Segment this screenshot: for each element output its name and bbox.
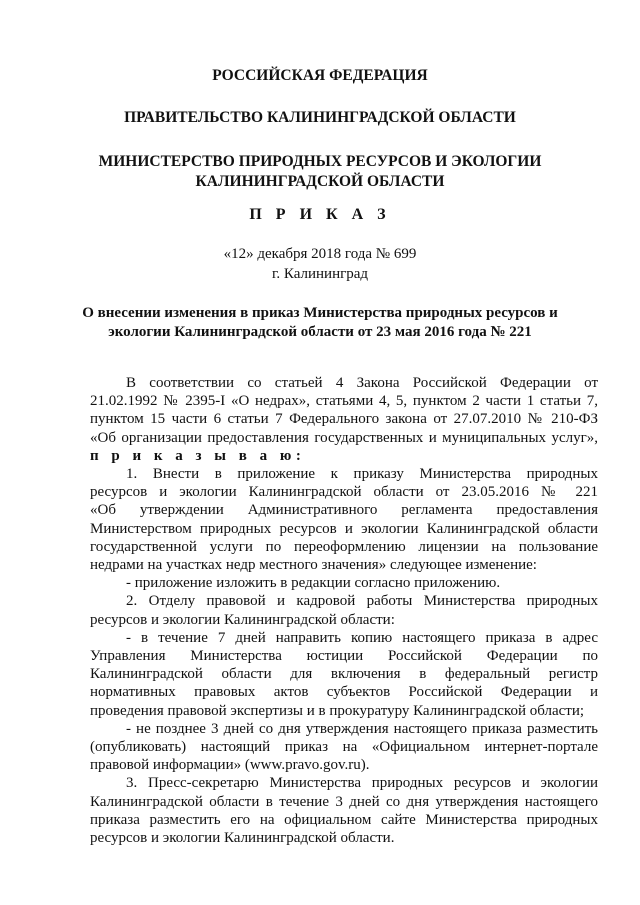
paragraph-item-2-send-copy: - в течение 7 дней направить копию настоящего приказа в адрес Управления Министерства юстиции Российской Федерации по Калининградской области для включения в федеральный регистр нормативных правовых актов субъектов Российской Федерации и проведения правовой экспертизы и в прокуратуру Калининградской области; [90,629,598,719]
header-ministry: МИНИСТЕРСТВО ПРИРОДНЫХ РЕСУРСОВ И ЭКОЛОГИИ КАЛИНИНГРАДСКОЙ ОБЛАСТИ [98,153,542,190]
paragraph-item-2-publish: - не позднее 3 дней со дня утверждения настоящего приказа разместить (опубликовать) настоящий приказ на «Официальном интернет-портале правовой информации» (www.pravo.gov.ru). [90,720,598,774]
document-date-number: «12» декабря 2018 года № 699 [223,246,417,262]
document-body [90,374,598,847]
paragraph-item-1: 1. Внести в приложение к приказу Министерства природных ресурсов и экологии Калининградской области от 23.05.2016 № 221 «Об утверждении Административного регламента предоставления Министерством природных ресурсов и экологии Калининградской области государственной услуги по переоформлению лицензии на пользование недрами на участках недр местного значения» следующее изменение: [90,466,598,574]
document-type: П Р И К А З [249,206,391,223]
document-title: О внесении изменения в приказ Министерства природных ресурсов и экологии Калининградской области от 23 мая 2016 года № 221 [82,305,558,340]
document-city: г. Калининград [271,266,369,282]
paragraph-basis: В соответствии со статьей 4 Закона Российской Федерации от 21.02.1992 № 2395-I «О недрах», статьями 4, 5, пунктом 2 части 1 статьи 7, пунктом 15 части 6 статьи 7 Федерального закона от 27.07.2010 № 210-ФЗ «Об организации предоставления государственных и муниципальных услуг», п р и к а з ы в а ю: [90,375,598,464]
header-government: ПРАВИТЕЛЬСТВО КАЛИНИНГРАДСКОЙ ОБЛАСТИ [124,109,516,126]
paragraph-item-1-change: - приложение изложить в редакции согласно приложению. [126,575,501,592]
order-verb: п р и к а з ы в а ю: [90,447,306,464]
header-federation: РОССИЙСКАЯ ФЕДЕРАЦИЯ [212,67,428,84]
paragraph-item-3: 3. Пресс-секретарю Министерства природных ресурсов и экологии Калининградской области в течение 3 дней со дня утверждения настоящего приказа разместить его на официальном сайте Министерства природных ресурсов и экологии Калининградской области. [90,775,598,847]
paragraph-item-2: 2. Отделу правовой и кадровой работы Министерства природных ресурсов и экологии Калининградской области: [90,593,598,628]
